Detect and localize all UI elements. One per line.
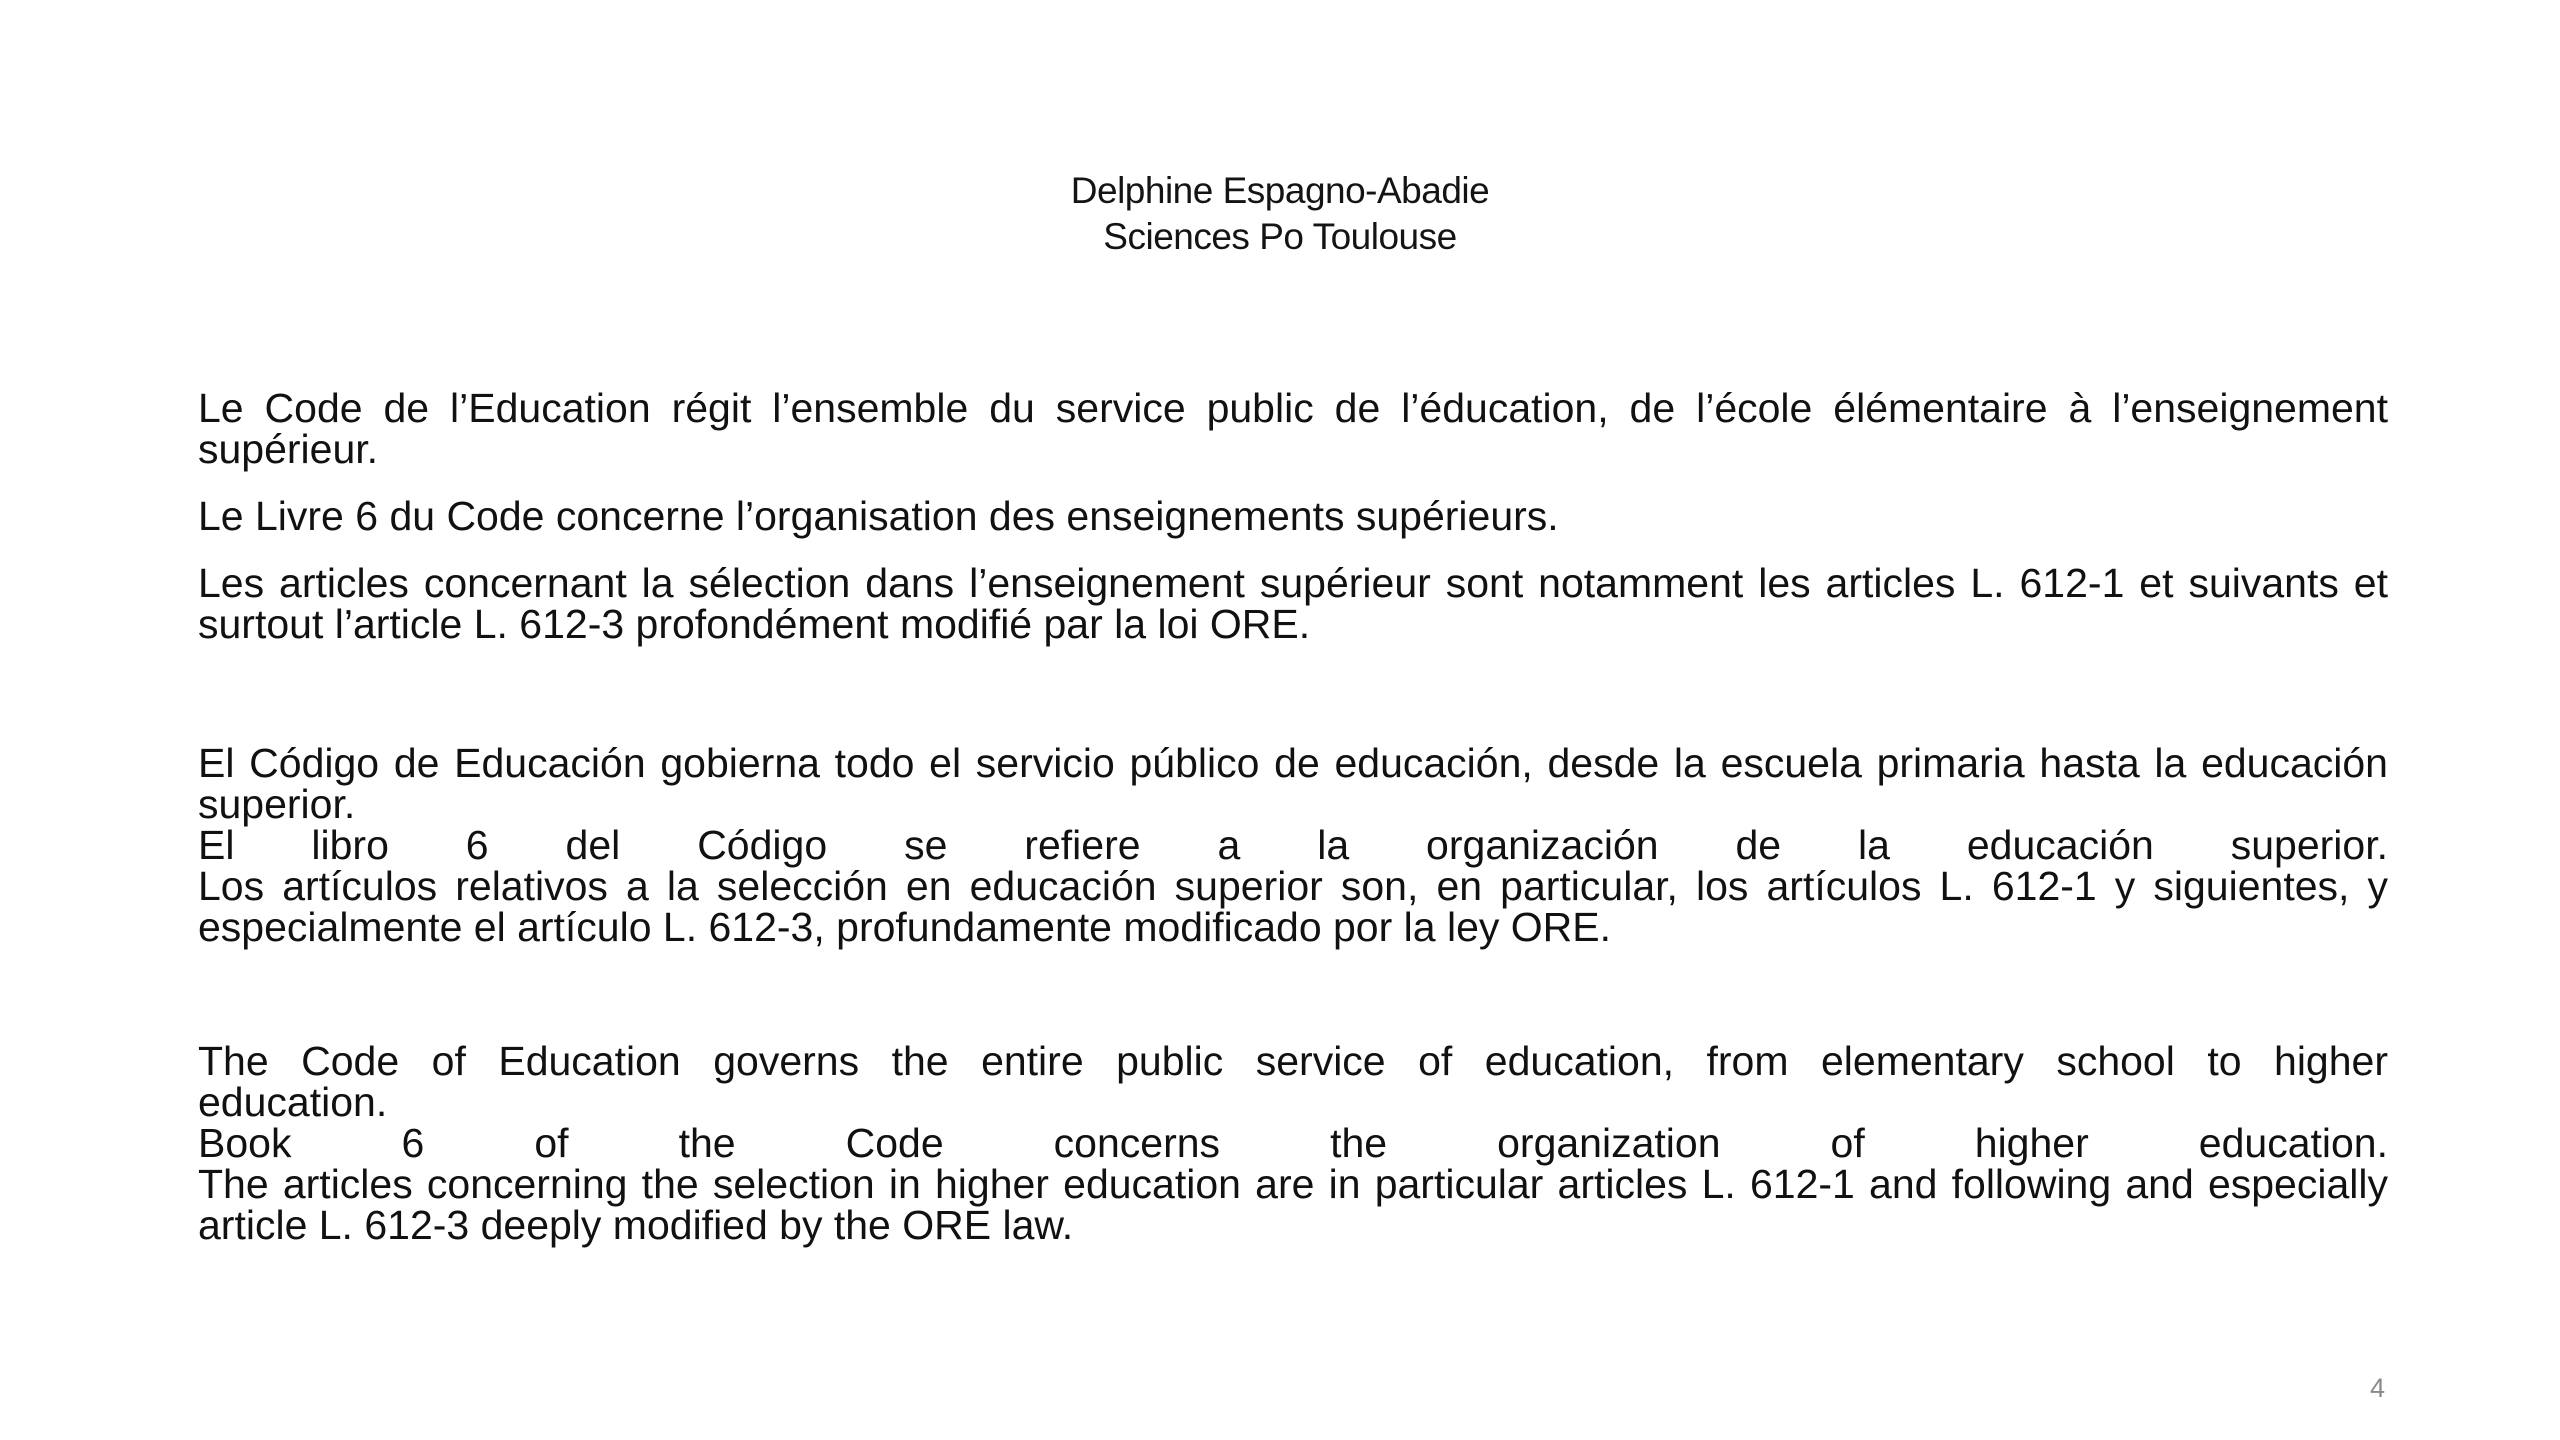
french-section xyxy=(198,385,2388,647)
institution-name: Sciences Po Toulouse xyxy=(1103,216,1457,257)
spanish-line-1: El Código de Educación gobierna todo el servicio público de educación, desde la escuela primaria hasta la educación superior. xyxy=(198,740,2388,827)
page-number: 4 xyxy=(2369,1373,2385,1403)
spanish-section xyxy=(198,740,2388,950)
author-block xyxy=(0,168,2560,260)
english-line-3: The articles concerning the selection in higher education are in particular articles L. 612-1 and following and especially article L. 612-3 deeply modified by the ORE law. xyxy=(198,1161,2388,1248)
english-line-2: Book 6 of the Code concerns the organization of higher education. xyxy=(198,1120,2388,1166)
english-line-1b: education. xyxy=(198,1079,388,1125)
french-paragraph-3: Les articles concernant la sélection dans l’enseignement supérieur sont notamment les articles L. 612-1 et suivants et surtout l’article L. 612-3 profondément modifié par la loi ORE. xyxy=(198,560,2388,647)
english-section xyxy=(198,1038,2388,1248)
spanish-line-2: El libro 6 del Código se refiere a la organización de la educación superior. xyxy=(198,822,2388,868)
french-paragraph-2: Le Livre 6 du Code concerne l’organisation des enseignements supérieurs. xyxy=(198,493,1559,539)
author-name: Delphine Espagno-Abadie xyxy=(1070,170,1490,211)
french-paragraph-1: Le Code de l’Education régit l’ensemble du service public de l’éducation, de l’école élémentaire à l’enseignement supérieur. xyxy=(198,385,2388,472)
spanish-line-3: Los artículos relativos a la selección en educación superior son, en particular, los artículos L. 612-1 y siguientes, y especialmente el artículo L. 612-3, profundamente modificado por la ley ORE. xyxy=(198,863,2388,950)
english-line-1a: The Code of Education governs the entire public service of education, from elementary school to higher xyxy=(198,1038,2388,1084)
